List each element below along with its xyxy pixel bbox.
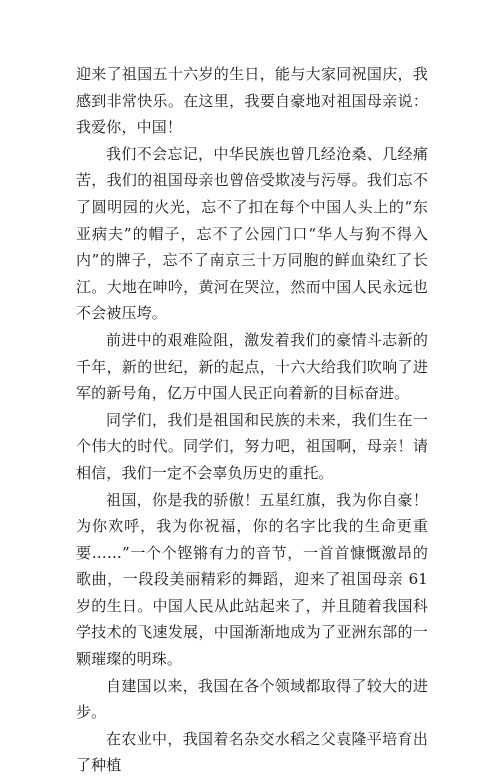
- paragraph-3: 前进中的艰难险阻，激发着我们的豪情斗志新的千年，新的世纪，新的起点，十六大给我们吹响了进军的新号角，亿万中国人民正向着新的目标奋进。: [76, 330, 428, 403]
- paragraph-1: 迎来了祖国五十六岁的生日，能与大家同祝国庆，我感到非常快乐。在这里，我要自豪地对祖国母亲说：我爱你，中国！: [76, 65, 428, 137]
- paragraph-7: 在农业中，我国着名杂交水稻之父袁隆平培育出了种植: [76, 729, 428, 775]
- document-body: [76, 61, 428, 779]
- paragraph-2: 我们不会忘记，中华民族也曾几经沧桑、几经痛苦，我们的祖国母亲也曾倍受欺凌与污辱。我们忘不了圆明园的火光，忘不了扣在每个中国人头上的“东亚病夫”的帽子，忘不了公园门口“华人与狗不得入内”的牌子，忘不了南京三十万同胞的鲜血染红了长江。大地在呻吟，黄河在哭泣，然而中国人民永远也不会被压垮。: [76, 144, 428, 323]
- paragraph-4: 同学们，我们是祖国和民族的未来，我们生在一个伟大的时代。同学们，努力吧，祖国啊，母亲！请相信，我们一定不会辜负历史的重托。: [76, 410, 428, 482]
- paragraph-5: 祖国，你是我的骄傲！五星红旗，我为你自豪！为你欢呼，我为你祝福，你的名字比我的生命更重要……”一个个铿锵有力的音节，一首首慷慨激昂的歌曲，一段段美丽精彩的舞蹈，迎来了祖国母亲 61 岁的生日。中国人民从此站起来了，并且随着我国科学技术的飞速发展，中国渐渐地成为了亚洲东部的一颗璀璨的明珠。: [76, 490, 428, 669]
- paragraph-6: 自建国以来，我国在各个领域都取得了较大的进步。: [76, 676, 428, 722]
